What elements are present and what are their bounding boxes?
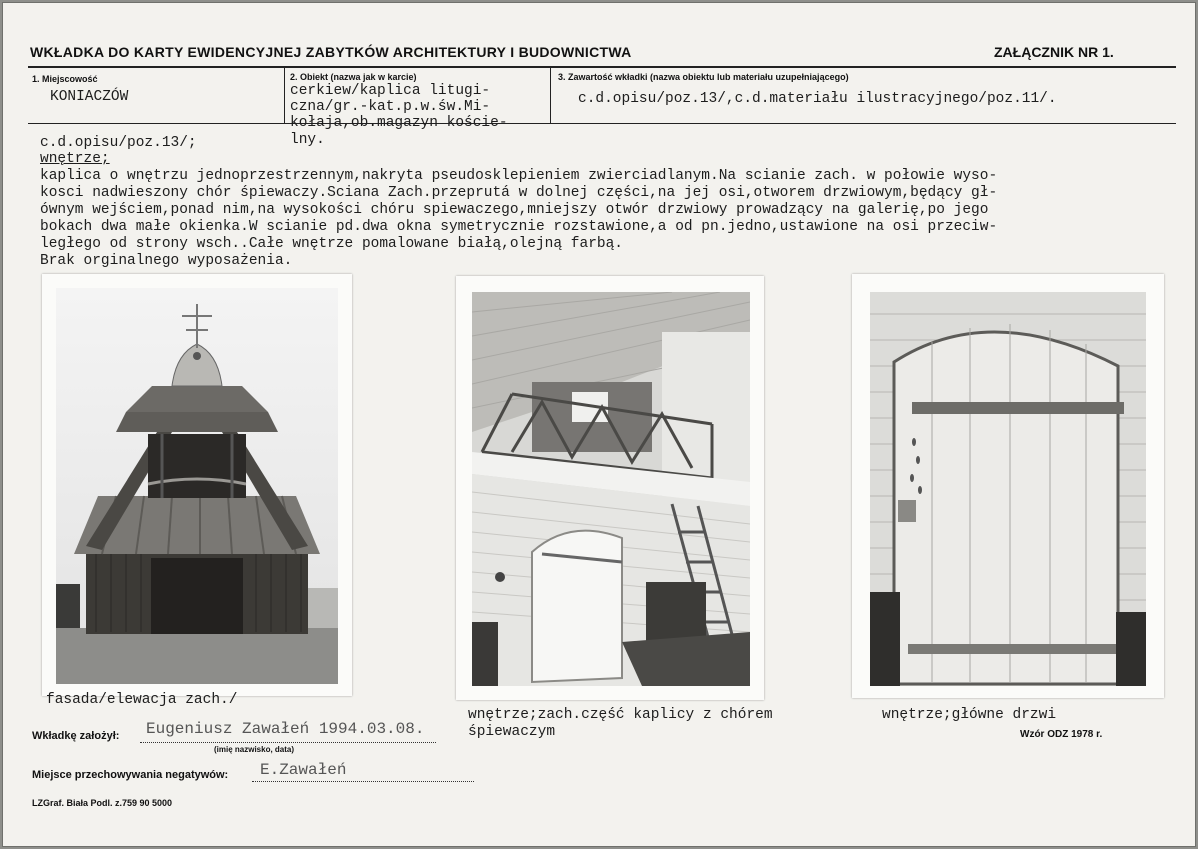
- locality-value: KONIACZÓW: [50, 89, 129, 105]
- locality-label: 1. Miejscowość: [32, 74, 98, 84]
- photo-card-interior: [456, 276, 764, 700]
- prepared-by-line: [140, 742, 436, 743]
- facade-photo: [56, 288, 338, 684]
- form-code: Wzór ODZ 1978 r.: [1020, 729, 1103, 740]
- description-line-3: ównym wejściem,ponad nim,na wysokości chóru spiewaczego,mniejszy otwór drzwiowy prowadzący na galerię,po jego: [40, 202, 989, 218]
- header-rule: [28, 66, 1176, 68]
- object-label: 2. Obiekt (nazwa jak w karcie): [290, 72, 417, 82]
- description-ref: c.d.opisu/poz.13/;: [40, 135, 197, 151]
- negatives-value: E.Zawałeń: [260, 761, 347, 779]
- contents-value: c.d.opisu/poz.13/,c.d.materiału ilustracyjnego/poz.11/.: [578, 91, 1057, 107]
- description-line-2: kosci nadwieszony chór śpiewaczy.Sciana Zach.przeprutá w dolnej części,na jej osi,otworem drzwiowym,będący gł-: [40, 185, 998, 201]
- form-title: WKŁADKA DO KARTY EWIDENCYJNEJ ZABYTKÓW ARCHITEKTURY I BUDOWNICTWA: [30, 44, 632, 60]
- door-photo: [870, 292, 1146, 686]
- field-divider-2: [550, 68, 551, 123]
- caption-facade: fasada/elewacja zach./: [46, 692, 238, 708]
- facade-drawing: [56, 288, 338, 684]
- photo-card-door: [852, 274, 1164, 698]
- interior-photo: [472, 292, 750, 686]
- record-card: [2, 2, 1196, 847]
- description-line-6: Brak orginalnego wyposażenia.: [40, 253, 293, 269]
- photo-card-facade: [42, 274, 352, 696]
- door-drawing: [870, 292, 1146, 686]
- object-line-3: kołaja,ob.magazyn koście-: [290, 115, 508, 131]
- object-line-2: czna/gr.-kat.p.w.św.Mi-: [290, 99, 491, 115]
- prepared-by-hint: (imię nazwisko, data): [214, 745, 295, 754]
- negatives-line: [252, 781, 474, 782]
- prepared-by-label: Wkładkę założył:: [32, 730, 120, 742]
- fields-rule: [28, 123, 1176, 124]
- interior-drawing: [472, 292, 750, 686]
- description-line-4: bokach dwa małe okienka.W scianie pd.dwa okna symetrycznie rozstawione,a od pn.jedno,ustawione na osi przeciw-: [40, 219, 998, 235]
- object-line-1: cerkiew/kaplica litugi-: [290, 83, 491, 99]
- attachment-number: ZAŁĄCZNIK NR 1.: [994, 44, 1114, 60]
- object-line-4: lny.: [290, 132, 325, 148]
- field-divider-1: [284, 68, 285, 123]
- prepared-by-value: Eugeniusz Zawałeń 1994.03.08.: [146, 720, 425, 738]
- print-info: LZGraf. Biała Podl. z.759 90 5000: [32, 798, 173, 808]
- caption-door: wnętrze;główne drzwi: [882, 707, 1057, 723]
- negatives-label: Miejsce przechowywania negatywów:: [32, 769, 229, 781]
- description-heading: wnętrze;: [40, 151, 110, 167]
- description-line-5: ległego od strony wsch..Całe wnętrze pomalowane białą,olejną farbą.: [40, 236, 623, 252]
- description-line-1: kaplica o wnętrzu jednoprzestrzennym,nakryta pseudosklepieniem zwierciadlanym.Na scianie zach. w połowie wyso-: [40, 168, 998, 184]
- caption-interior-line-2: śpiewaczym: [468, 724, 556, 740]
- caption-interior-line-1: wnętrze;zach.część kaplicy z chórem: [468, 707, 773, 723]
- contents-label: 3. Zawartość wkładki (nazwa obiektu lub materiału uzupełniającego): [558, 72, 849, 82]
